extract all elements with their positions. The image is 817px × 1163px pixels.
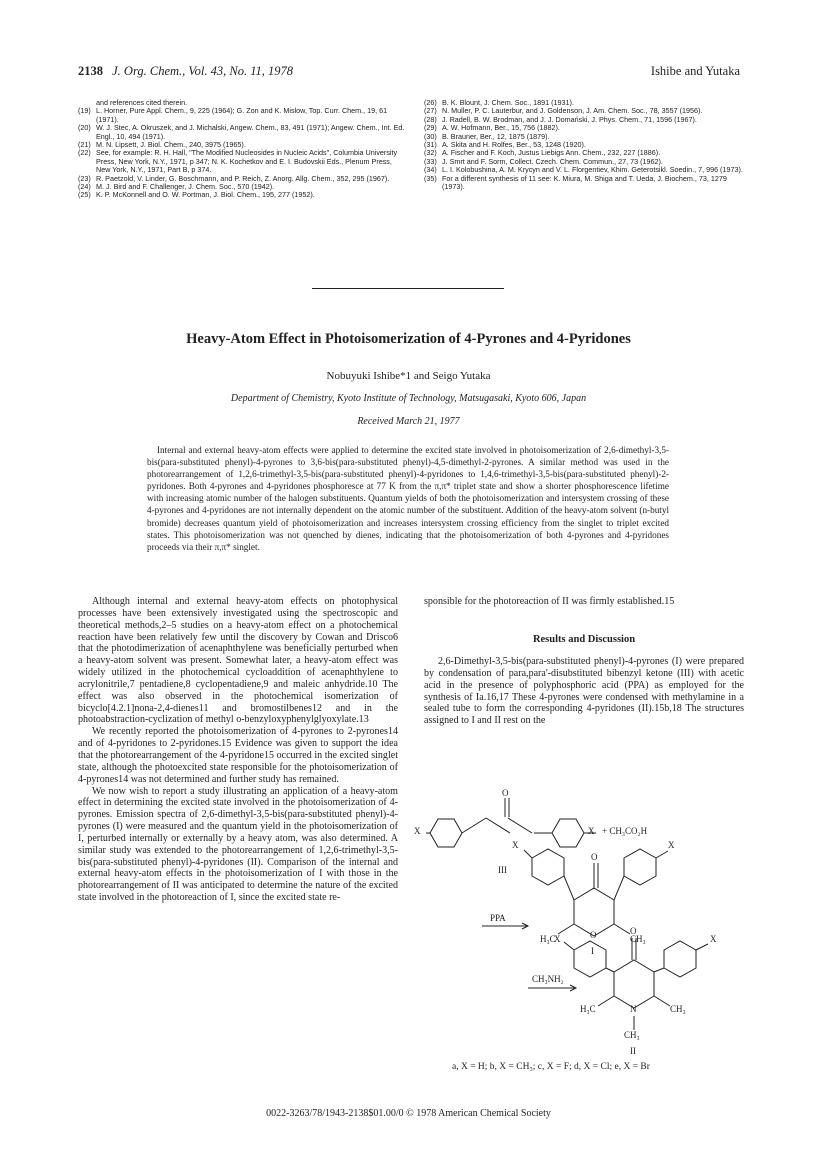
reference-text: M. J. Bird and F. Challenger, J. Chem. Soc., 570 (1942). [96, 182, 275, 192]
body-paragraph: We now wish to report a study illustrating an application of a heavy-atom effect in determining the excited state involved in the photoisomerization of 4-pyrones. Emission spectra of 2,6-dimethyl-3,5-bis(para-substituted phenyl)-4-pyrones (I) were measured and the quantum yield in the photoisomerization of I, perturbed internally or externally by a heavy atom, was also determined. A similar study was extended to the photorearrangement of 1,2,6-trimethyl-3,5-bis(para-substituted phenyl)-4-pyridones (II). Comparison of the internal and external heavy-atom effects in the photoisomerization of I with those in the photorearrangement of II was anticipated to determine the nature of the excited state involved in the photoreaction of I, since the excited state re- [78, 785, 398, 904]
reference-number: (26) [424, 98, 437, 107]
reference-number: (23) [78, 173, 91, 183]
substituent-x-label: X [554, 934, 561, 944]
reference-number: (20) [78, 123, 91, 133]
references-right-column [424, 99, 744, 191]
reference-number: (35) [424, 173, 437, 183]
reference-text: A. Fischer and F. Koch, Justus Liebigs Ann. Chem., 232, 227 (1886). [442, 148, 661, 158]
body-paragraph: Although internal and external heavy-atom effects on photophysical processes have been extensively investigated using the spectroscopic and theoretical methods,2–5 studies on a heavy-atom effect on a photochemical reaction have been relatively few until the discovery by Cowan and Drisco6 that the photodimerization of acenaphthylene was beneficially perturbed when a heavy-atom solvent was present. Somewhat later, a heavy-atom effect was widely utilized in the photochemical cycloaddition of acenaphthylene to acrylonitrile,7 pentadiene,8 cyclopentadiene,9 and maleic anhydride.10 The effect was also observed in the photochemical isomerization of bicyclo[4.2.1]nona-2,4-dienes11 and bromostilbenes12 and in the photoabstraction-cyclization of methyl o-benzyloxyphenylglyoxylate.13 [78, 596, 398, 726]
substituent-legend: a, X = H; b, X = CH₃; c, X = F; d, X = Cl; e, X = Br [452, 1062, 650, 1072]
body-left-column [78, 596, 398, 904]
received-date: Received March 21, 1977 [357, 416, 460, 427]
compound-ii-label: II [630, 1046, 636, 1056]
reference-number: (32) [424, 148, 437, 158]
abstract-text: Internal and external heavy-atom effects were applied to determine the excited state involved in photoisomerization of 2,6-dimethyl-3,5-bis(para-substituted phenyl)-4-pyrones to 3,6-bis(para-substituted phenyl)-4,5-dimethyl-2-pyrones. A similar method was used in the photorearrangement of 1,2,6-trimethyl-3,5-bis(para-substituted phenyl)-4-pyridones to 1,4,6-trimethyl-3,5-bis(para-substituted phenyl)-2-pyridones. Both 4-pyrones and 4-pyridones phosphoresce at 77 K from the π,π* triplet state and show a shorter phosphorescence lifetime with increasing atomic number of the halogen substituents. Quantum yields of both the photoisomerization and intersystem crossing of these 4-pyrones and 4-pyridones are not internally dependent on the atomic number of the substituent. Addition of the heavy-atom solvent (n-butyl bromide) decreases quantum yield of photoisomerization and increases intersystem crossing efficiency from the singlet to triplet excited states. This photoisomerization was not quenched by dienes, indicating that the photoisomerization of both 4-pyrones and 4-pyridones proceeds via their π,π* singlet. [147, 445, 669, 552]
reference-text: B. Brauner, Ber., 12, 1875 (1879). [442, 131, 550, 141]
reference-text: B. K. Blount, J. Chem. Soc., 1891 (1931). [442, 98, 574, 107]
reference-number: (27) [424, 106, 437, 116]
abstract [147, 444, 669, 553]
reference-number: (30) [424, 131, 437, 141]
reference-text: and references cited therein. [96, 98, 188, 107]
reference-text: W. J. Stec, A. Okruszek, and J. Michalski, Angew. Chem., 83, 491 (1971); Angew. Chem., Int. Ed. Engl., 10, 494 (1971). [96, 123, 405, 141]
reference-number: (31) [424, 140, 437, 150]
methyl-left-label: H₃C [580, 1004, 596, 1014]
carbonyl-oxygen-label: O [591, 852, 598, 862]
reference-number: (24) [78, 182, 91, 192]
compound-ii-structure [564, 938, 708, 1030]
reference-text: M. N. Lipsett, J. Biol. Chem., 240, 3975 (1965). [96, 140, 246, 150]
reference-entry [78, 124, 408, 141]
affiliation: Department of Chemistry, Kyoto Institute of Technology, Matsugasaki, Kyoto 606, Japan [230, 393, 587, 404]
compound-iii-structure [426, 798, 596, 847]
substituent-x-label: X [414, 826, 421, 836]
reference-text: J. Smrt and F. Sorm, Collect. Czech. Chem. Commun., 27, 73 (1962). [442, 156, 663, 166]
reference-number: (19) [78, 106, 91, 116]
reference-number: (29) [424, 123, 437, 133]
copyright-footer: 0022-3263/78/1943-2138$01.00/0 © 1978 American Chemical Society [266, 1108, 551, 1119]
reference-text: A. Skita and H. Rolfes, Ber., 53, 1248 (1920). [442, 140, 586, 150]
reference-number: (21) [78, 140, 91, 150]
reference-number: (34) [424, 165, 437, 175]
reference-text: For a different synthesis of 11 see: K. Miura, M. Shiga and T. Ueda, J. Biochem., 73, 1279 (1973). [442, 173, 727, 192]
article-title: Heavy-Atom Effect in Photoisomerization of 4-Pyrones and 4-Pyridones [186, 331, 631, 347]
header-left [78, 64, 293, 79]
body-paragraph: We recently reported the photoisomerization of 4-pyrones to 2-pyrones14 and of 4-pyridones to 2-pyridones.15 Evidence was given to support the idea that the photorearrangement of the 4-pyridone15 occurred in the excited singlet state, although the photoexcited state responsible for the photoisomerization of 4-pyrones14 was not determined and further study has remained. [78, 726, 398, 785]
methyl-right-label: CH₃ [630, 934, 646, 944]
reference-text: L. I. Kolobushina, A. M. Krycyn and V. L. Florgentiev, Khim. Geterotsikl. Soedin., 7, 996 (1973). [442, 165, 743, 175]
scheme-drawing [424, 728, 754, 1078]
body-right-continuation [424, 596, 744, 608]
journal-citation: J. Org. Chem., Vol. 43, No. 11, 1978 [112, 64, 294, 78]
reference-entry [78, 107, 408, 124]
compound-i-structure [524, 849, 668, 936]
running-head: Ishibe and Yutaka [650, 64, 740, 78]
body-paragraph: 2,6-Dimethyl-3,5-bis(para-substituted phenyl)-4-pyrones (I) were prepared by condensation of para,para'-disubstituted bibenzyl ketone (III) with acetic acid in the presence of polyphosphoric acid (PPA) as employed for the synthesis of Ia.16,17 These 4-pyrones were condensed with methylamine in a sealed tube to form the corresponding 4-pyridones (II).15b,18 The structures assigned to I and II rest on the [424, 656, 744, 727]
reagent-acetic-acid: + CH₃CO₂H [602, 826, 648, 836]
body-paragraph: sponsible for the photoreaction of II was firmly established.15 [424, 596, 675, 607]
reference-text: See, for example: R. H. Hall, "The Modified Nucleosides in Nucleic Acids", Columbia University Press, New York, N.Y., 1971, p 347; N. K. Kochetkov and E. I. Budovskii Eds., Plenum Press, New York, N.Y., 1971, Part B, p 374. [96, 148, 398, 175]
reference-entry [78, 191, 408, 199]
substituent-x-label: X [710, 934, 717, 944]
carbonyl-oxygen-label: O [502, 788, 509, 798]
reference-text: N. Muller, P. C. Lauterbur, and J. Goldenson, J. Am. Chem. Soc., 78, 3557 (1956). [442, 106, 703, 116]
compound-i-label: I [591, 946, 594, 956]
reference-number: (22) [78, 148, 91, 158]
reference-number: (28) [424, 114, 437, 124]
reagent-methylamine: CH₃NH₂ [532, 974, 564, 984]
reaction-scheme [414, 728, 754, 1078]
reference-entry [424, 175, 744, 192]
reference-entry [78, 149, 408, 174]
methyl-left-label: H₃C [540, 934, 556, 944]
reference-text: A. W. Hofmann, Ber., 15, 756 (1882). [442, 123, 560, 133]
reference-number: (33) [424, 156, 437, 166]
reference-text: J. Radell, B. W. Brodman, and J. J. Domański, J. Phys. Chem., 71, 1596 (1967). [442, 114, 697, 124]
references-left-column [78, 99, 408, 200]
reagent-ppa: PPA [490, 913, 506, 923]
reference-number: (25) [78, 190, 91, 200]
authors: Nobuyuki Ishibe*1 and Seigo Yutaka [326, 370, 491, 382]
page-header [78, 64, 740, 82]
carbonyl-oxygen-label: O [630, 926, 637, 936]
body-right-column [424, 656, 744, 727]
reference-text: K. P. McKonnell and O. W. Portman, J. Biol. Chem., 195, 277 (1952). [96, 190, 315, 200]
substituent-x-label: X [668, 840, 675, 850]
methyl-right-label: CH₃ [670, 1004, 686, 1014]
reference-text: R. Paetzold, V. Linder, G. Boschmann, and P. Reich, Z. Anorg. Allg. Chem., 352, 295 (1967). [96, 173, 390, 183]
n-methyl-label: CH₃ [624, 1030, 640, 1040]
ring-nitrogen-label: N [630, 1004, 637, 1014]
reference-text: L. Horner, Pure Appl. Chem., 9, 225 (1964); G. Zon and K. Mislow, Top. Curr. Chem., 19, 61 (1971). [96, 106, 388, 124]
page-number: 2138 [78, 64, 103, 78]
substituent-x-label: X [512, 840, 519, 850]
section-divider [312, 288, 504, 289]
substituent-x-label: X [588, 826, 595, 836]
section-heading: Results and Discussion [532, 634, 636, 645]
compound-iii-label: III [498, 865, 507, 875]
ring-oxygen-label: O [590, 930, 597, 940]
